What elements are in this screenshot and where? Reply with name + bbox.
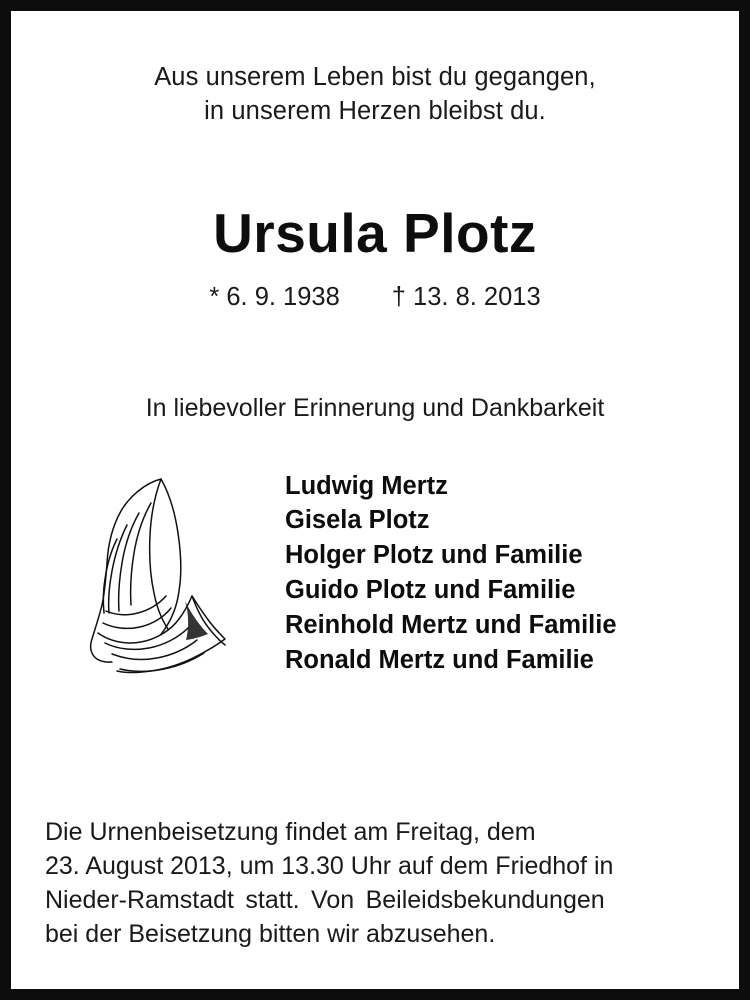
funeral-details (45, 815, 711, 951)
list-item: Reinhold Mertz und Familie (285, 611, 617, 640)
verse-block (45, 61, 705, 129)
mourners-block (45, 467, 705, 688)
life-dates (45, 283, 705, 312)
funeral-line-3: Nieder-Ramstadt statt. Von Beileidsbekundungen (45, 886, 605, 914)
list-item: Ludwig Mertz (285, 471, 448, 500)
obituary-inner (11, 11, 739, 989)
birth-date: * 6. 9. 1938 (209, 282, 340, 311)
praying-hands-icon (65, 473, 255, 688)
funeral-line-4: bei der Beisetzung bitten wir abzusehen. (45, 920, 496, 948)
list-item: Ronald Mertz und Familie (285, 646, 594, 675)
list-item: Holger Plotz und Familie (285, 541, 583, 570)
verse-line-1: Aus unserem Leben bist du gegangen, (154, 63, 596, 91)
list-item: Guido Plotz und Familie (285, 576, 576, 605)
deceased-name: Ursula Plotz (213, 201, 537, 264)
funeral-line-1: Die Urnenbeisetzung findet am Freitag, dem (45, 818, 536, 846)
funeral-line-2: 23. August 2013, um 13.30 Uhr auf dem Friedhof in (45, 852, 614, 880)
memorial-line: In liebevoller Erinnerung und Dankbarkeit (145, 393, 605, 422)
death-date: † 13. 8. 2013 (391, 282, 541, 311)
praying-hands-illustration (45, 467, 275, 688)
mourners-list (275, 467, 705, 679)
list-item: Gisela Plotz (285, 506, 430, 535)
verse-line-2: in unserem Herzen bleibst du. (204, 96, 546, 125)
